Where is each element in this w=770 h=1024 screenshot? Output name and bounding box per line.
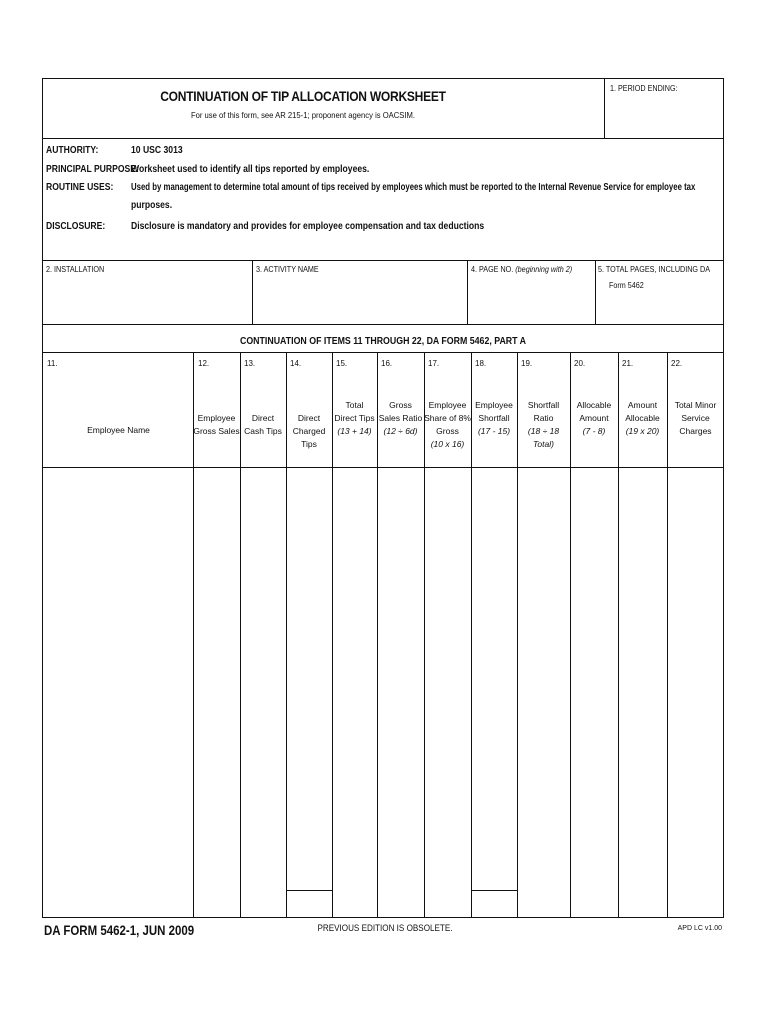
col-15-number: 15. (336, 359, 348, 368)
privacy-divider (42, 260, 724, 261)
routine-uses-value: Used by management to determine total amount of tips received by employees which must be reported to the Internal Revenue Service for employee tax (131, 182, 696, 193)
version-label: APD LC v1.00 (677, 925, 722, 932)
col-22-header (667, 399, 724, 438)
disclosure-value: Disclosure is mandatory and provides for employee compensation and tax deductions (131, 221, 485, 232)
col-17-header (424, 399, 471, 451)
authority-label: AUTHORITY: (46, 145, 99, 156)
col-19-line-1: Shortfall (527, 400, 560, 410)
total-pages-label: 5. TOTAL PAGES, INCLUDING DA (598, 265, 711, 274)
col-13-line-1: Direct (251, 413, 275, 423)
col-18-formula: (17 - 15) (477, 426, 511, 436)
col-21-number: 21. (622, 359, 634, 368)
routine-uses-label: ROUTINE USES: (46, 182, 114, 193)
col-18-header (471, 399, 517, 438)
col-18-line-2: Shortfall (478, 413, 510, 423)
col-17-number: 17. (428, 359, 440, 368)
col-13-line-2: Cash Tips (244, 426, 282, 436)
fields-divider (42, 324, 724, 325)
col-14-line-2: Charged Tips (292, 426, 326, 449)
page-no-label: 4. PAGE NO. (beginning with 2) (471, 265, 573, 274)
section-title: CONTINUATION OF ITEMS 11 THROUGH 22, DA FORM 5462, PART A (239, 336, 527, 347)
col-11-header (44, 424, 193, 437)
col-19-formula: (18 ÷ 18 (527, 426, 560, 436)
col-12-header (193, 412, 240, 438)
field-divider-3 (595, 260, 596, 324)
field-divider-1 (252, 260, 253, 324)
col-18-line-1: Employee (475, 400, 513, 410)
col-16-line-2: Sales Ratio (378, 413, 423, 423)
col-15-header (332, 399, 377, 438)
installation-field[interactable] (44, 278, 250, 322)
col-19-line-2: Ratio (533, 413, 554, 423)
col-20-line-1: Allocable (576, 400, 612, 410)
period-divider (604, 78, 605, 138)
col-22-line-3: Charges (679, 426, 712, 436)
col-14-header (286, 412, 332, 451)
col-13-number: 13. (244, 359, 256, 368)
col-11-number: 11. (47, 359, 58, 368)
table-header-divider (42, 467, 724, 468)
period-ending-label: 1. PERIOD ENDING: (610, 84, 678, 93)
form-subtitle: For use of this form, see AR 215-1; proponent agency is OACSIM. (190, 110, 416, 120)
activity-name-label: 3. ACTIVITY NAME (256, 265, 319, 274)
col-20-number: 20. (574, 359, 586, 368)
routine-uses-value-cont: purposes. (131, 200, 173, 211)
field-divider-2 (467, 260, 468, 324)
col-15-line-1: Total (345, 400, 364, 410)
col-17-line-1: Employee (428, 400, 467, 410)
total-pages-field[interactable] (597, 292, 722, 322)
col-11-line-1: Employee Name (87, 425, 150, 435)
col-19-formula-cont: Total) (533, 439, 554, 449)
col-16-formula: (12 ÷ 6d) (383, 426, 418, 436)
purpose-label: PRINCIPAL PURPOSE: (46, 164, 139, 175)
col-15-line-2: Direct Tips (334, 413, 375, 423)
col-20-line-2: Amount (579, 413, 609, 423)
col-22-line-2: Service (681, 413, 710, 423)
page-no-field[interactable] (469, 278, 593, 322)
activity-name-field[interactable] (254, 278, 465, 322)
authority-value: 10 USC 3013 (131, 145, 183, 156)
header-divider (42, 138, 724, 139)
col-21-line-1: Amount (627, 400, 658, 410)
col-19-header (517, 399, 570, 451)
col-12-number: 12. (198, 359, 210, 368)
col-17-line-2: Share of 8% (424, 413, 471, 423)
col-13-header (240, 412, 286, 438)
form-id: DA FORM 5462-1, JUN 2009 (44, 922, 195, 938)
col-17-line-3: Gross (436, 426, 459, 436)
col-20-header (570, 399, 618, 438)
col-16-line-1: Gross (389, 400, 412, 410)
col-17-formula: (10 x 16) (430, 439, 465, 449)
disclosure-label: DISCLOSURE: (46, 221, 106, 232)
edition-notice: PREVIOUS EDITION IS OBSOLETE. (317, 923, 453, 933)
col-14-number: 14. (290, 359, 302, 368)
col-21-formula: (19 x 20) (625, 426, 660, 436)
total-pages-label-cont: Form 5462 (609, 281, 644, 290)
col-21-line-2: Allocable (625, 413, 660, 423)
period-ending-field[interactable] (606, 96, 722, 136)
col-16-number: 16. (381, 359, 393, 368)
form-title: CONTINUATION OF TIP ALLOCATION WORKSHEET (160, 88, 446, 104)
col-14-line-1: Direct (297, 413, 321, 423)
col-16-header (377, 399, 424, 438)
table-body-entry-area[interactable] (44, 469, 722, 916)
col-18-number: 18. (475, 359, 487, 368)
col-22-line-1: Total Minor (674, 400, 717, 410)
col-21-header (618, 399, 667, 438)
col-15-formula: (13 + 14) (337, 426, 372, 436)
col-12-line-2: Gross Sales (193, 426, 240, 436)
installation-label: 2. INSTALLATION (46, 265, 105, 274)
col-12-line-1: Employee (197, 413, 236, 423)
col-19-number: 19. (521, 359, 533, 368)
section-divider (42, 352, 724, 353)
col-22-number: 22. (671, 359, 683, 368)
purpose-value: Worksheet used to identify all tips reported by employees. (131, 164, 370, 175)
col-20-formula: (7 - 8) (582, 426, 606, 436)
